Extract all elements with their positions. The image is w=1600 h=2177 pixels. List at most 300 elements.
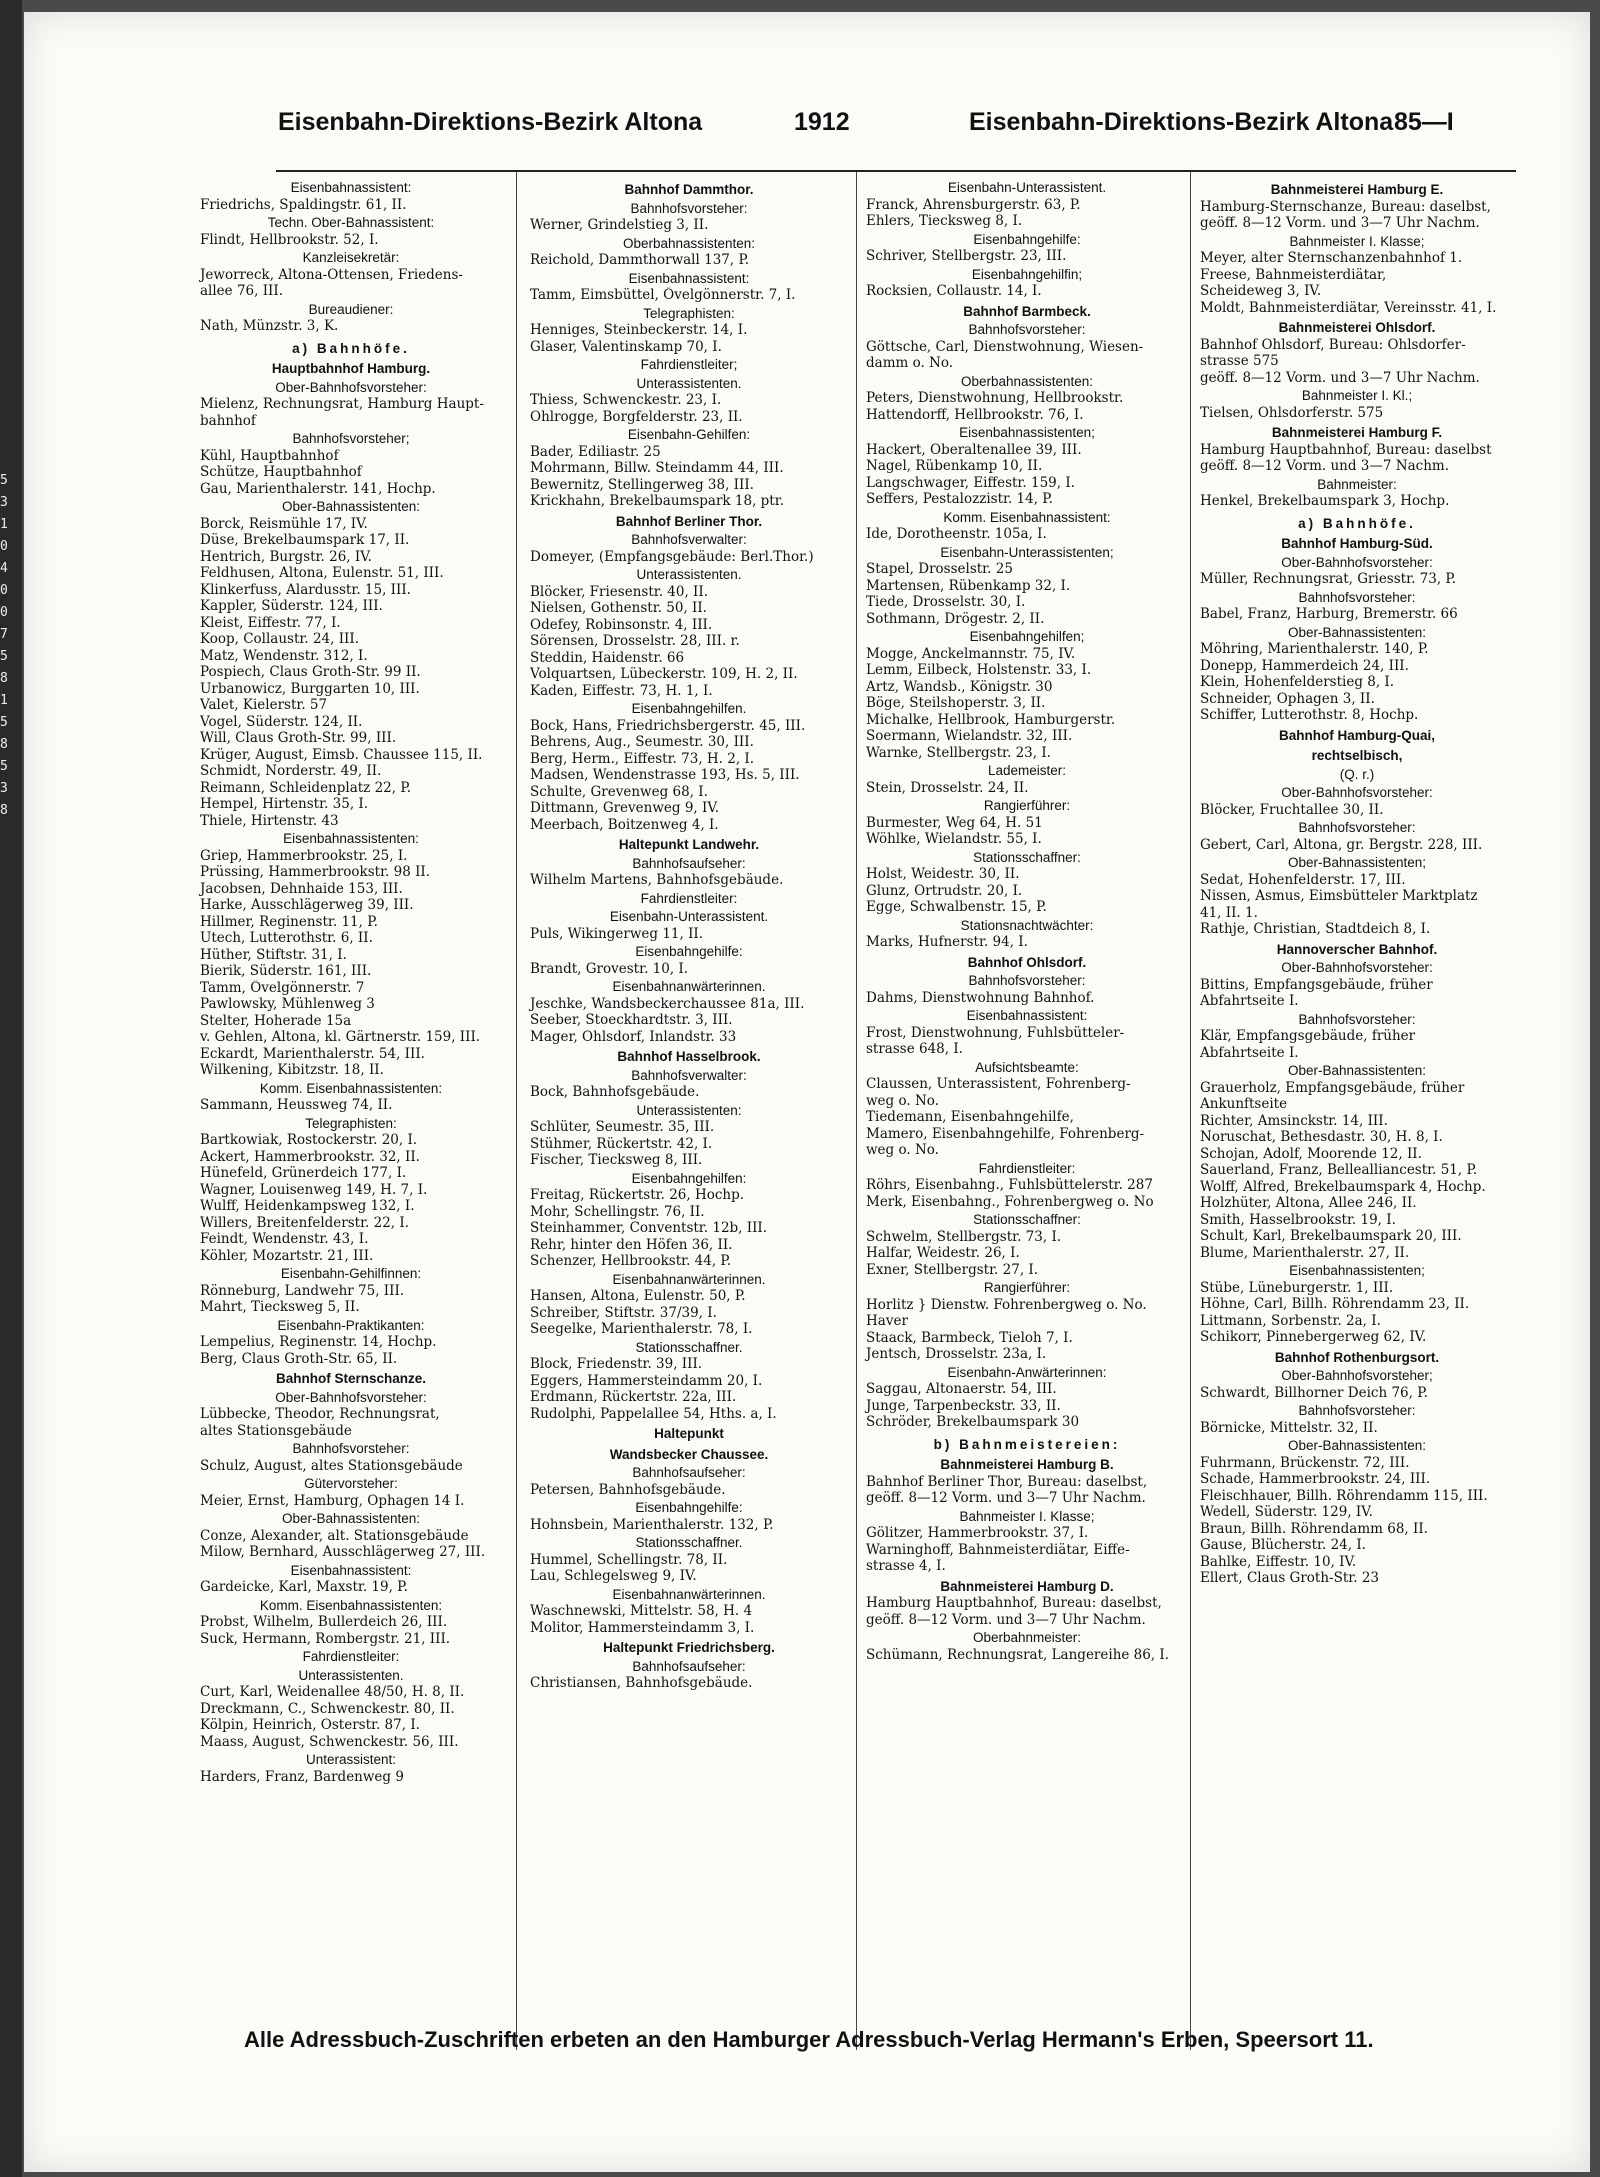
directory-entry: Milow, Bernhard, Ausschlägerweg 27, III. — [200, 1544, 486, 1560]
header-rule — [276, 170, 1516, 172]
directory-entry: Mohrmann, Billw. Steindamm 44, III. — [530, 460, 784, 476]
role-heading: Techn. Ober-Bahnassistent: — [267, 215, 435, 230]
directory-entry: Wolff, Alfred, Brekelbaumspark 4, Hochp. — [1200, 1178, 1486, 1195]
section-heading: a) Bahnhöfe. — [292, 340, 410, 356]
role-heading: Kanzleisekretär: — [302, 250, 400, 265]
directory-entry: Mamero, Eisenbahngehilfe, Fohrenberg- — [866, 1125, 1145, 1142]
directory-entry: Seegelke, Marienthalerstr. 78, I. — [530, 1321, 753, 1337]
directory-entry: Puls, Wikingerweg 11, II. — [530, 925, 704, 942]
directory-entry: Meerbach, Boitzenweg 4, I. — [530, 816, 719, 833]
role-heading: Bahnhofsverwalter: — [631, 532, 747, 547]
role-heading: Bureaudiener: — [308, 301, 394, 317]
directory-entry: Bewernitz, Stellingerweg 38, III. — [530, 476, 754, 493]
directory-entry: Frost, Dienstwohnung, Fuhlsbütteler- — [866, 1024, 1125, 1041]
directory-entry: Jacobsen, Dehnhaide 153, III. — [200, 880, 403, 897]
directory-entry: Thiele, Hirtenstr. 43 — [200, 812, 339, 829]
directory-entry: Berg, Claus Groth-Str. 65, II. — [200, 1350, 398, 1367]
directory-entry: Horlitz } Dienstw. Fohrenbergweg o. No. — [866, 1296, 1147, 1313]
station-heading: Bahnmeisterei Ohlsdorf. — [1278, 320, 1436, 335]
directory-entry: Friedrichs, Spaldingstr. 61, II. — [200, 196, 407, 213]
directory-entry: Köhler, Mozartstr. 21, III. — [200, 1247, 374, 1264]
directory-entry: Molitor, Hammersteindamm 3, I. — [530, 1619, 755, 1636]
directory-entry: Schult, Karl, Brekelbaumspark 20, III. — [1200, 1228, 1462, 1244]
directory-entry: Artz, Wandsb., Königstr. 30 — [866, 678, 1053, 695]
column-4 — [1196, 178, 1518, 2042]
directory-entry: Fischer, Tiecksweg 8, III. — [530, 1152, 703, 1168]
directory-entry: Wöhlke, Wielandstr. 55, I. — [866, 831, 1042, 847]
directory-entry: Blöcker, Friesenstr. 40, II. — [530, 583, 709, 600]
directory-entry: Feldhusen, Altona, Eulenstr. 51, III. — [200, 565, 444, 581]
directory-entry: altes Stationsgebäude — [200, 1422, 352, 1439]
directory-entry: geöff. 8—12 Vorm. und 3—7 Uhr Nachm. — [866, 1611, 1146, 1628]
role-heading: Eisenbahnanwärterinnen. — [612, 979, 766, 994]
role-heading: (Q. r.) — [1339, 766, 1375, 782]
directory-entry: Egge, Schwalbenstr. 15, P. — [866, 899, 1047, 915]
role-heading: Aufsichtsbeamte: — [975, 1059, 1079, 1075]
directory-entry: Schwardt, Billhorner Deich 76, P. — [1200, 1384, 1428, 1401]
directory-page — [24, 12, 1590, 2172]
directory-entry: Hackert, Oberaltenallee 39, III. — [866, 441, 1082, 458]
station-heading: Bahnhof Sternschanze. — [275, 1371, 427, 1386]
station-heading: Bahnhof Rothenburgsort. — [1274, 1349, 1440, 1365]
directory-entry: Grauerholz, Empfangsgebäude, früher — [1200, 1079, 1465, 1096]
directory-entry: Mielenz, Rechnungsrat, Hamburg Haupt- — [200, 396, 484, 412]
role-heading: Eisenbahnassistent: — [290, 180, 412, 195]
directory-entry: Thiess, Schwenckestr. 23, I. — [530, 392, 722, 408]
role-heading: Eisenbahn-Anwärterinnen: — [947, 1364, 1107, 1380]
role-heading: Bahnmeister: — [1317, 476, 1397, 492]
directory-entry: Hempel, Hirtenstr. 35, I. — [200, 796, 369, 812]
directory-entry: Littmann, Sorbenstr. 2a, I. — [1200, 1312, 1381, 1329]
role-heading: Ober-Bahnassistenten: — [1287, 1063, 1427, 1078]
directory-entry: Noruschat, Bethesdastr. 30, H. 8, I. — [1200, 1129, 1443, 1145]
role-heading: Eisenbahn-Gehilfinnen: — [280, 1266, 422, 1281]
directory-entry: Eggers, Hammersteindamm 20, I. — [530, 1372, 763, 1389]
role-heading: Bahnhofsvorsteher: — [968, 322, 1086, 337]
directory-entry: Mahrt, Tiecksweg 5, II. — [200, 1299, 360, 1315]
directory-entry: Freitag, Rückertstr. 26, Hochp. — [530, 1187, 745, 1203]
directory-entry: Wilhelm Martens, Bahnhofsgebäude. — [530, 872, 784, 888]
directory-entry: Röhrs, Eisenbahng., Fuhlsbüttelerstr. 287 — [866, 1177, 1153, 1193]
role-heading: Komm. Eisenbahnassistenten: — [259, 1080, 443, 1096]
directory-entry: Martensen, Rübenkamp 32, I. — [866, 577, 1071, 594]
directory-entry: Freese, Bahnmeisterdiätar, — [1200, 266, 1387, 283]
directory-entry: Kaden, Eiffestr. 73, H. 1, I. — [530, 682, 713, 699]
role-heading: Stationsschaffner: — [973, 1212, 1081, 1227]
directory-entry: Sammann, Heussweg 74, II. — [200, 1097, 393, 1113]
directory-entry: Stapel, Drosselstr. 25 — [866, 561, 1013, 577]
directory-entry: Bock, Bahnhofsgebäude. — [530, 1084, 700, 1100]
role-heading: Ober-Bahnassistenten; — [1287, 855, 1427, 870]
header-right-title: Eisenbahn-Direktions-Bezirk Altona — [969, 108, 1394, 136]
role-heading: Bahnhofsvorsteher: — [968, 973, 1086, 988]
directory-entry: Hummel, Schellingstr. 78, II. — [530, 1551, 728, 1568]
column-divider — [856, 172, 857, 2050]
directory-entry: Schulte, Grevenweg 68, I. — [530, 783, 708, 800]
directory-entry: Vogel, Süderstr. 124, II. — [200, 713, 363, 730]
role-heading: Bahnhofsvorsteher: — [1298, 1011, 1416, 1027]
directory-entry: Gau, Marienthalerstr. 141, Hochp. — [200, 480, 436, 497]
directory-entry: Tiedemann, Eisenbahngehilfe, — [866, 1109, 1074, 1125]
directory-entry: Bader, Ediliastr. 25 — [530, 443, 661, 460]
directory-entry: Bock, Hans, Friedrichsbergerstr. 45, III. — [530, 717, 806, 734]
directory-entry: Warninghoff, Bahnmeisterdiätar, Eiffe- — [866, 1541, 1130, 1558]
directory-entry: Glaser, Valentinskamp 70, I. — [530, 338, 722, 355]
role-heading: Stationsschaffner. — [635, 1339, 743, 1355]
directory-entry: Tamm, Eimsbüttel, Övelgönnerstr. 7, I. — [530, 287, 796, 303]
role-heading: Bahnmeister I. Klasse; — [959, 1508, 1095, 1524]
directory-entry: Will, Claus Groth-Str. 99, III. — [200, 730, 397, 746]
directory-entry: Wedell, Süderstr. 129, IV. — [1200, 1504, 1373, 1520]
directory-entry: Sothmann, Drögestr. 2, II. — [866, 610, 1045, 627]
role-heading: Ober-Bahnassistenten: — [1287, 1438, 1427, 1453]
role-heading: Eisenbahnanwärterinnen. — [612, 1586, 766, 1602]
role-heading: Oberbahnmeister: — [972, 1630, 1082, 1645]
directory-entry: Wagner, Louisenweg 149, H. 7, I. — [200, 1181, 428, 1198]
directory-entry: Lübbecke, Theodor, Rechnungsrat, — [200, 1406, 440, 1422]
directory-entry: Abfahrtseite I. — [1200, 993, 1299, 1009]
directory-entry: Erdmann, Rückertstr. 22a, III. — [530, 1389, 737, 1405]
adjacent-page-edge — [0, 0, 22, 2177]
directory-entry: Ackert, Hammerbrookstr. 32, II. — [200, 1148, 420, 1165]
role-heading: Fahrdienstleiter: — [640, 890, 738, 906]
directory-entry: Möhring, Marienthalerstr. 140, P. — [1200, 641, 1429, 657]
directory-entry: Steddin, Haidenstr. 66 — [530, 649, 685, 666]
role-heading: Eisenbahngehilfen: — [631, 1170, 747, 1186]
directory-entry: Waschnewski, Mittelstr. 58, H. 4 — [530, 1603, 753, 1619]
directory-entry: Matz, Wendenstr. 312, I. — [200, 647, 368, 664]
role-heading: Eisenbahnassistenten: — [283, 831, 419, 846]
role-heading: Unterassistenten. — [298, 1667, 404, 1683]
role-heading: Ober-Bahnhofsvorsteher: — [275, 379, 427, 395]
directory-entry: Valet, Kielerstr. 57 — [200, 697, 328, 713]
station-heading: Bahnhof Hamburg-Quai, — [1279, 727, 1435, 743]
station-heading: Bahnhof Hasselbrook. — [617, 1049, 761, 1064]
directory-entry: Stelter, Hoherade 15a — [200, 1012, 352, 1029]
directory-entry: Sauerland, Franz, Bellealliancestr. 51, P. — [1200, 1162, 1478, 1178]
directory-entry: Rudolphi, Pappelallee 54, Hths. a, I. — [530, 1405, 777, 1422]
directory-entry: Volquartsen, Lübeckerstr. 109, H. 2, II. — [530, 666, 798, 682]
directory-entry: allee 76, III. — [200, 283, 284, 299]
directory-entry: Harders, Franz, Bardenweg 9 — [200, 1768, 404, 1785]
directory-entry: Schriver, Stellbergstr. 23, III. — [866, 248, 1067, 264]
directory-entry: Kölpin, Heinrich, Osterstr. 87, I. — [200, 1717, 420, 1733]
directory-entry: Probst, Wilhelm, Bullerdeich 26, III. — [200, 1614, 448, 1630]
role-heading: Eisenbahn-Unterassistent. — [947, 180, 1107, 195]
directory-entry: Seeber, Stoeckhardtstr. 3, III. — [530, 1012, 733, 1028]
directory-entry: Holst, Weidestr. 30, II. — [866, 866, 1020, 882]
role-heading: Eisenbahnassistenten; — [959, 425, 1095, 440]
directory-entry: Nielsen, Gothenstr. 50, II. — [530, 600, 707, 616]
directory-entry: Hamburg Hauptbahnhof, Bureau: daselbst — [1200, 441, 1492, 458]
directory-entry: Reichold, Dammthorwall 137, P. — [530, 252, 750, 268]
role-heading: Stationsschaffner: — [973, 849, 1081, 865]
role-heading: Unterassistenten. — [636, 375, 742, 391]
role-heading: Ober-Bahnhofsvorsteher; — [1281, 1368, 1433, 1383]
directory-entry: Tielsen, Ohlsdorferstr. 575 — [1200, 404, 1384, 421]
role-heading: Unterassistent: — [305, 1752, 397, 1767]
directory-entry: Stein, Drosselstr. 24, II. — [866, 779, 1029, 796]
directory-entry: Müller, Rechnungsrat, Griesstr. 73, P. — [1200, 571, 1457, 587]
directory-entry: Koop, Collaustr. 24, III. — [200, 631, 359, 647]
directory-entry: Schneider, Ophagen 3, II. — [1200, 690, 1375, 707]
directory-entry: Feindt, Wendenstr. 43, I. — [200, 1231, 369, 1247]
directory-entry: Saggau, Altonaerstr. 54, III. — [866, 1381, 1057, 1397]
directory-entry: Rehr, hinter den Höfen 36, II. — [530, 1236, 733, 1253]
directory-entry: Peters, Dienstwohnung, Hellbrookstr. — [866, 390, 1124, 406]
directory-entry: geöff. 8—12 Vorm. und 3—7 Uhr Nachm. — [1200, 369, 1480, 386]
directory-entry: Höhne, Carl, Billh. Röhrendamm 23, II. — [1200, 1296, 1470, 1312]
role-heading: Oberbahnassistenten: — [960, 373, 1094, 389]
role-heading: Eisenbahn-Unterassistenten; — [940, 544, 1114, 560]
directory-entry: Rathje, Christian, Stadtdeich 8, I. — [1200, 921, 1431, 937]
directory-entry: Schikorr, Pinnebergerweg 62, IV. — [1200, 1329, 1427, 1345]
role-heading: Bahnhofsvorsteher: — [1298, 820, 1416, 835]
directory-entry: Nath, Münzstr. 3, K. — [200, 318, 339, 334]
directory-entry: Warnke, Stellbergstr. 23, I. — [866, 744, 1051, 761]
directory-entry: Bahnhof Berliner Thor, Bureau: daselbst, — [866, 1473, 1148, 1490]
directory-entry: Odefey, Robinsonstr. 4, III. — [530, 616, 713, 633]
role-heading: Eisenbahn-Unterassistent. — [609, 909, 769, 924]
directory-entry: Claussen, Unterassistent, Fohrenberg- — [866, 1076, 1131, 1092]
station-heading: Bahnhof Dammthor. — [624, 182, 754, 197]
directory-entry: strasse 575 — [1200, 353, 1279, 369]
directory-entry: Gölitzer, Hammerbrookstr. 37, I. — [866, 1525, 1089, 1541]
role-heading: Ober-Bahnassistenten: — [281, 499, 421, 514]
directory-entry: Conze, Alexander, alt. Stationsgebäude — [200, 1527, 469, 1544]
directory-entry: Meier, Ernst, Hamburg, Ophagen 14 I. — [200, 1492, 465, 1509]
directory-entry: Kleist, Eiffestr. 77, I. — [200, 614, 341, 631]
directory-entry: Glunz, Ortrudstr. 20, I. — [866, 882, 1023, 899]
directory-entry: Ankunftseite — [1200, 1096, 1288, 1112]
directory-entry: Halfar, Weidestr. 26, I. — [866, 1245, 1020, 1261]
directory-entry: Brandt, Grovestr. 10, I. — [530, 960, 689, 977]
directory-entry: Seffers, Pestalozzistr. 14, P. — [866, 491, 1053, 507]
directory-entry: Krickhahn, Brekelbaumspark 18, ptr. — [530, 493, 784, 509]
role-heading: Stationsschaffner. — [635, 1535, 743, 1550]
directory-entry: Eckardt, Marienthalerstr. 54, III. — [200, 1045, 425, 1062]
role-heading: Rangierführer: — [983, 798, 1071, 813]
role-heading: Komm. Eisenbahnassistent: — [943, 509, 1111, 525]
directory-entry: Ide, Dorotheenstr. 105a, I. — [866, 526, 1047, 542]
station-heading: Hannoverscher Bahnhof. — [1276, 941, 1438, 957]
role-heading: Bahnhofsvorsteher: — [1298, 1403, 1416, 1418]
directory-entry: Klinkerfuss, Alardusstr. 15, III. — [200, 581, 411, 598]
role-heading: Bahnhofsaufseher: — [632, 1465, 746, 1480]
directory-entry: Kühl, Hauptbahnhof — [200, 447, 339, 464]
role-heading: Fahrdienstleiter; — [640, 357, 738, 372]
directory-entry: Bahlke, Eiffestr. 10, IV. — [1200, 1553, 1357, 1570]
role-heading: Ober-Bahnhofsvorsteher: — [1281, 554, 1433, 570]
directory-entry: Madsen, Wendenstrasse 193, Hs. 5, III. — [530, 767, 800, 783]
directory-entry: Tiede, Drosselstr. 30, I. — [866, 594, 1026, 610]
directory-entry: Urbanowicz, Burggarten 10, III. — [200, 680, 420, 697]
header-year: 1912 — [794, 108, 850, 136]
directory-entry: geöff. 8—12 Vorm. und 3—7 Uhr Nachm. — [1200, 215, 1480, 231]
directory-entry: Langschwager, Eiffestr. 159, I. — [866, 474, 1075, 491]
directory-entry: Schwelm, Stellbergstr. 73, I. — [866, 1228, 1062, 1245]
directory-entry: Moldt, Bahnmeisterdiätar, Vereinsstr. 41, I. — [1200, 299, 1497, 316]
directory-entry: Blume, Marienthalerstr. 27, II. — [1200, 1244, 1410, 1261]
directory-entry: Staack, Barmbeck, Tieloh 7, I. — [866, 1329, 1073, 1346]
directory-entry: Donepp, Hammerdeich 24, III. — [1200, 657, 1409, 674]
directory-entry: geöff. 8—12 Vorm. und 3—7 Uhr Nachm. — [866, 1490, 1146, 1506]
directory-entry: Prüssing, Hammerbrookstr. 98 II. — [200, 864, 431, 880]
page-header — [24, 108, 1590, 158]
role-heading: Eisenbahngehilfin; — [971, 266, 1083, 282]
directory-entry: Block, Friedenstr. 39, III. — [530, 1356, 703, 1372]
directory-entry: Kappler, Süderstr. 124, III. — [200, 598, 383, 614]
directory-entry: Krüger, August, Eimsb. Chaussee 115, II. — [200, 746, 483, 763]
role-heading: Unterassistenten: — [636, 1102, 742, 1118]
directory-entry: Marks, Hufnerstr. 94, I. — [866, 934, 1028, 950]
directory-entry: Ohlrogge, Borgfelderstr. 23, II. — [530, 408, 743, 425]
role-heading: Ober-Bahnassistenten: — [281, 1511, 421, 1526]
role-heading: Eisenbahngehilfe: — [973, 231, 1081, 247]
directory-entry: Junge, Tarpenbeckstr. 33, II. — [866, 1397, 1061, 1414]
directory-entry: 41, II. 1. — [1200, 904, 1258, 921]
section-heading: b) Bahnmeistereien: — [933, 1436, 1121, 1452]
directory-entry: Bittins, Empfangsgebäude, früher — [1200, 976, 1433, 993]
station-heading: Bahnmeisterei Hamburg B. — [940, 1457, 1114, 1472]
directory-entry: Jeschke, Wandsbeckerchaussee 81a, III. — [530, 995, 805, 1012]
directory-entry: Stühmer, Rückertstr. 42, I. — [530, 1135, 713, 1152]
directory-entry: Göttsche, Carl, Dienstwohnung, Wiesen- — [866, 338, 1144, 355]
directory-entry: Schenzer, Hellbrookstr. 44, P. — [530, 1253, 732, 1269]
role-heading: Stationsnachtwächter: — [960, 917, 1094, 933]
station-heading: Wandsbecker Chaussee. — [609, 1446, 769, 1462]
directory-entry: Gebert, Carl, Altona, gr. Bergstr. 228, III. — [1200, 836, 1483, 853]
header-left-title: Eisenbahn-Direktions-Bezirk Altona — [278, 108, 703, 136]
directory-entry: Schade, Hammerbrookstr. 24, III. — [1200, 1471, 1431, 1487]
directory-entry: Schröder, Brekelbaumspark 30 — [866, 1414, 1080, 1430]
directory-entry: Lau, Schlegelsweg 9, IV. — [530, 1568, 697, 1584]
station-heading: Bahnmeisterei Hamburg D. — [940, 1578, 1114, 1594]
station-heading: rechtselbisch, — [1311, 748, 1403, 763]
column-2 — [526, 178, 852, 2042]
directory-entry: Gardeicke, Karl, Maxstr. 19, P. — [200, 1579, 408, 1595]
role-heading: Unterassistenten. — [636, 567, 742, 582]
directory-entry: Dreckmann, C., Schwenckestr. 80, II. — [200, 1700, 455, 1717]
directory-entry: Flindt, Hellbrookstr. 52, I. — [200, 231, 379, 248]
column-1 — [196, 178, 506, 2042]
directory-entry: Richter, Amsinckstr. 14, III. — [1200, 1112, 1388, 1129]
role-heading: Eisenbahnassistent: — [628, 270, 750, 286]
role-heading: Eisenbahngehilfen. — [631, 701, 747, 716]
directory-entry: Hohnsbein, Marienthalerstr. 132, P. — [530, 1516, 774, 1533]
directory-entry: Düse, Brekelbaumspark 17, II. — [200, 532, 410, 548]
directory-entry: Hamburg Hauptbahnhof, Bureau: daselbst, — [866, 1595, 1162, 1611]
directory-entry: Suck, Hermann, Rombergstr. 21, III. — [200, 1630, 451, 1647]
role-heading: Ober-Bahnhofsvorsteher: — [1281, 785, 1433, 800]
role-heading: Telegraphisten: — [643, 305, 735, 321]
station-heading: Bahnhof Barmbeck. — [963, 303, 1091, 319]
role-heading: Eisenbahnassistenten; — [1289, 1263, 1425, 1278]
directory-entry: Wilkening, Kibitzstr. 18, II. — [200, 1062, 384, 1078]
column-divider — [516, 172, 517, 2050]
directory-entry: Klein, Hohenfelderstieg 8, I. — [1200, 674, 1395, 690]
directory-entry: Henniges, Steinbeckerstr. 14, I. — [530, 322, 748, 338]
directory-entry: Schulz, August, altes Stationsgebäude — [200, 1457, 463, 1474]
directory-entry: Curt, Karl, Weidenallee 48/50, H. 8, II. — [200, 1684, 465, 1700]
directory-entry: Schümann, Rechnungsrat, Langereihe 86, I. — [866, 1646, 1170, 1663]
directory-entry: Bartkowiak, Rostockerstr. 20, I. — [200, 1132, 418, 1148]
directory-entry: Ehlers, Tiecksweg 8, I. — [866, 213, 1023, 229]
directory-entry: Mager, Ohlsdorf, Inlandstr. 33 — [530, 1028, 737, 1045]
role-heading: Bahnhofsverwalter: — [631, 1067, 747, 1083]
directory-entry: Hillmer, Reginenstr. 11, P. — [200, 913, 378, 930]
role-heading: Ober-Bahnassistenten: — [1287, 624, 1427, 640]
directory-entry: Nagel, Rübenkamp 10, II. — [866, 458, 1043, 474]
role-heading: Bahnhofsaufseher: — [632, 1658, 746, 1674]
role-heading: Lademeister: — [987, 763, 1067, 778]
edge-digits: 5 3 1 0 4 0 0 7 5 8 1 5 8 5 3 8 — [0, 473, 8, 818]
directory-entry: Babel, Franz, Harburg, Bremerstr. 66 — [1200, 606, 1458, 622]
directory-entry: Klär, Empfangsgebäude, früher — [1200, 1028, 1416, 1044]
role-heading: Bahnhofsvorsteher; — [292, 431, 410, 446]
directory-entry: Lempelius, Reginenstr. 14, Hochp. — [200, 1334, 437, 1350]
role-heading: Bahnhofsaufseher: — [632, 855, 746, 871]
role-heading: Bahnhofsvorsteher: — [292, 1441, 410, 1456]
directory-entry: Gause, Blücherstr. 24, I. — [1200, 1537, 1366, 1553]
directory-entry: Exner, Stellbergstr. 27, I. — [866, 1261, 1039, 1278]
directory-entry: Tamm, Övelgönnerstr. 7 — [200, 979, 365, 996]
directory-entry: Fleischhauer, Billh. Röhrendamm 115, III. — [1200, 1487, 1488, 1504]
directory-entry: Werner, Grindelstieg 3, II. — [530, 217, 709, 233]
section-heading: a) Bahnhöfe. — [1298, 515, 1416, 531]
directory-entry: Schojan, Adolf, Moorende 12, II. — [1200, 1145, 1422, 1162]
directory-entry: Utech, Lutterothstr. 6, II. — [200, 930, 373, 946]
directory-entry: strasse 648, I. — [866, 1041, 963, 1057]
page-number: 85—I — [1394, 108, 1454, 136]
directory-entry: Blöcker, Fruchtallee 30, II. — [1200, 801, 1384, 818]
role-heading: Eisenbahngehilfe: — [635, 1500, 743, 1515]
role-heading: Eisenbahnassistent: — [966, 1008, 1088, 1023]
directory-entry: Hentrich, Burgstr. 26, IV. — [200, 548, 372, 565]
directory-entry: Holzhüter, Altona, Allee 246, II. — [1200, 1195, 1417, 1211]
directory-entry: Soermann, Wielandstr. 32, III. — [866, 728, 1073, 744]
station-heading: Bahnmeisterei Hamburg E. — [1270, 182, 1444, 197]
role-heading: Eisenbahngehilfen; — [969, 629, 1085, 644]
directory-entry: Behrens, Aug., Seumestr. 30, III. — [530, 734, 754, 750]
footer-notice: Alle Adressbuch-Zuschriften erbeten an den Hamburger Adressbuch-Verlag Hermann's Erben, Speersort 11. — [244, 2027, 1374, 2052]
directory-entry: Hattendorff, Hellbrookstr. 76, I. — [866, 406, 1084, 423]
station-heading: Bahnhof Berliner Thor. — [615, 513, 763, 529]
directory-entry: Jeworreck, Altona-Ottensen, Friedens- — [200, 266, 463, 283]
role-heading: Ober-Bahnhofsvorsteher: — [275, 1389, 427, 1405]
directory-entry: Petersen, Bahnhofsgebäude. — [530, 1481, 726, 1498]
directory-entry: Steinhammer, Conventstr. 12b, III. — [530, 1220, 768, 1236]
directory-entry: Berg, Herm., Eiffestr. 73, H. 2, I. — [530, 750, 755, 767]
directory-entry: Sörensen, Drosselstr. 28, III. r. — [530, 633, 740, 649]
directory-entry: Hamburg-Sternschanze, Bureau: daselbst, — [1200, 198, 1491, 215]
directory-entry: Jentsch, Drosselstr. 23a, I. — [866, 1346, 1047, 1362]
directory-entry: Griep, Hammerbrookstr. 25, I. — [200, 847, 408, 864]
role-heading: Gütervorsteher: — [304, 1476, 398, 1491]
directory-entry: bahnhof — [200, 412, 256, 429]
directory-entry: Haver — [866, 1313, 908, 1329]
directory-entry: Dahms, Dienstwohnung Bahnhof. — [866, 989, 1095, 1006]
directory-entry: Maass, August, Schwenckestr. 56, III. — [200, 1733, 459, 1750]
directory-entry: Christiansen, Bahnhofsgebäude. — [530, 1675, 753, 1691]
role-heading: Eisenbahn-Praktikanten: — [277, 1317, 425, 1333]
role-heading: Eisenbahngehilfe: — [635, 944, 743, 959]
role-heading: Bahnmeister I. Kl.; — [1301, 388, 1413, 403]
directory-entry: Hünefeld, Grünerdeich 177, I. — [200, 1165, 407, 1181]
directory-entry: Fuhrmann, Brückenstr. 72, III. — [1200, 1454, 1410, 1471]
role-heading: Bahnhofsvorsteher: — [1298, 589, 1416, 605]
role-heading: Rangierführer: — [983, 1280, 1071, 1295]
